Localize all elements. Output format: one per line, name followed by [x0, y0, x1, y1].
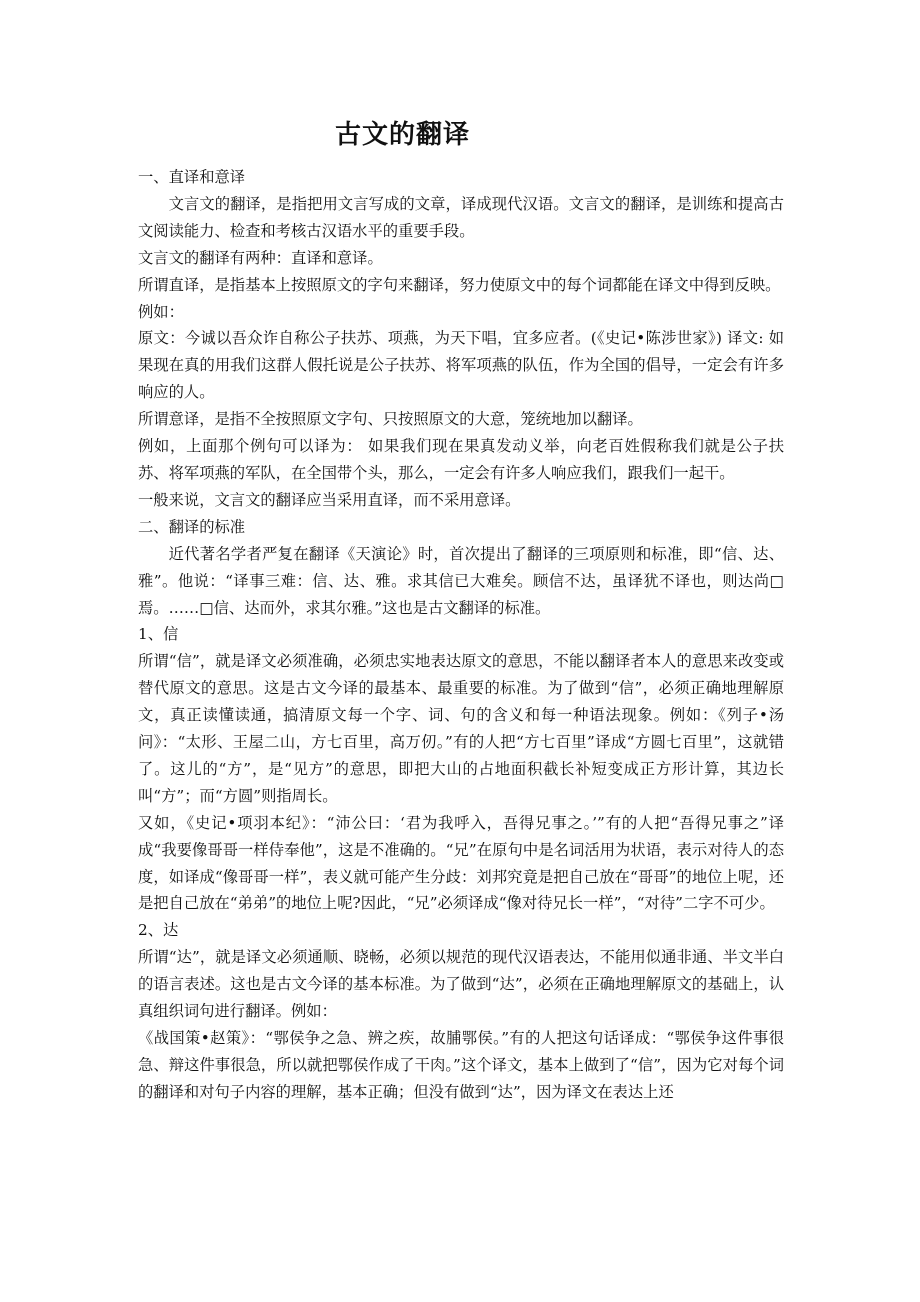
body-paragraph: 原文：今诚以吾众诈自称公子扶苏、项燕，为天下唱，宜多应者。(《史记•陈涉世家》) 译文: 如果现在真的用我们这群人假托说是公子扶苏、将军项燕的队伍，作为全国的倡导，一定会有许多响应的人。 [138, 329, 784, 402]
body-paragraph: 所谓“信”，就是译文必须准确，必须忠实地表达原文的意思，不能以翻译者本人的意思来改变或替代原文的意思。这是古文今译的最基本、最重要的标准。为了做到“信”，必须正确地理解原文，真正读懂读通，搞清原文每一个字、词、句的含义和每一种语法现象。例如：《列子•汤问》：“太形、王屋二山，方七百里，高万仞。”有的人把“方七百里”译成“方圆七百里”，这就错了。这儿的“方”，是“见方”的意思，即把大山的占地面积截长补短变成正方形计算，其边长叫“方”；而“方圆”则指周长。 [138, 652, 784, 805]
document-body [138, 164, 784, 1106]
body-paragraph: 所谓直译，是指基本上按照原文的字句来翻译，努力使原文中的每个词都能在译文中得到反映。 [138, 275, 781, 294]
body-paragraph: 《战国策•赵策》：“鄂侯争之急、辨之疾，故脯鄂侯。”有的人把这句话译成：“鄂侯争这件事很急、辩这件事很急，所以就把鄂侯作成了干肉。”这个译文，基本上做到了“信”，因为它对每个词的翻译和对句子内容的理解，基本正确；但没有做到“达”，因为译文在表达上还 [138, 1029, 784, 1101]
body-paragraph: 所谓“达”，就是译文必须通顺、晓畅，必须以规范的现代汉语表达，不能用似通非通、半文半白的语言表述。这也是古文今译的基本标准。为了做到“达”，必须在正确地理解原文的基础上，认真组织词句进行翻译。例如： [138, 948, 784, 1021]
body-paragraph: 所谓意译，是指不全按照原文字句、只按照原文的大意，笼统地加以翻译。 [138, 410, 643, 429]
body-paragraph: 一、直译和意译 [138, 168, 246, 186]
body-paragraph: 例如，上面那个例句可以译为： 如果我们现在果真发动义举，向老百姓假称我们就是公子扶苏、将军项燕的军队，在全国带个头，那么，一定会有许多人响应我们，跟我们一起干。 [138, 437, 784, 482]
body-paragraph: 例如： [138, 302, 184, 321]
body-paragraph: 二、翻译的标准 [138, 517, 246, 536]
body-paragraph: 又如，《史记•项羽本纪》：“沛公曰：‘君为我呼入，吾得兄事之。’”有的人把“吾得兄事之”译成“我要像哥哥一样侍奉他”，这是不准确的。“兄”在原句中是名词活用为状语，表示对待人的态度，如译成“像哥哥一样”，表义就可能产生分歧：刘邦究竟是把自己放在“哥哥”的地位上呢，还是把自己放在“弟弟”的地位上呢?因此，“兄”必须译成“像对待兄长一样”，“对待”二字不可少。 [138, 813, 784, 913]
body-paragraph: 2、达 [138, 921, 179, 940]
document-title: 古文的翻译 [334, 120, 470, 150]
body-paragraph: 一般来说，文言文的翻译应当采用直译，而不采用意译。 [138, 490, 521, 509]
body-paragraph: 1、信 [138, 625, 179, 644]
body-paragraph: 近代著名学者严复在翻译《天演论》时，首次提出了翻译的三项原则和标准，即“信、达、雅”。他说：“译事三难：信、达、雅。求其信已大难矣。顾信不达，虽译犹不译也，则达尚□焉。……□信、达而外，求其尔雅。”这也是古文翻译的标准。 [138, 544, 784, 617]
body-paragraph: 文言文的翻译，是指把用文言写成的文章，译成现代汉语。文言文的翻译，是训练和提高古文阅读能力、检查和考核古汉语水平的重要手段。 [138, 194, 784, 240]
body-paragraph: 文言文的翻译有两种：直译和意译。 [138, 248, 383, 267]
